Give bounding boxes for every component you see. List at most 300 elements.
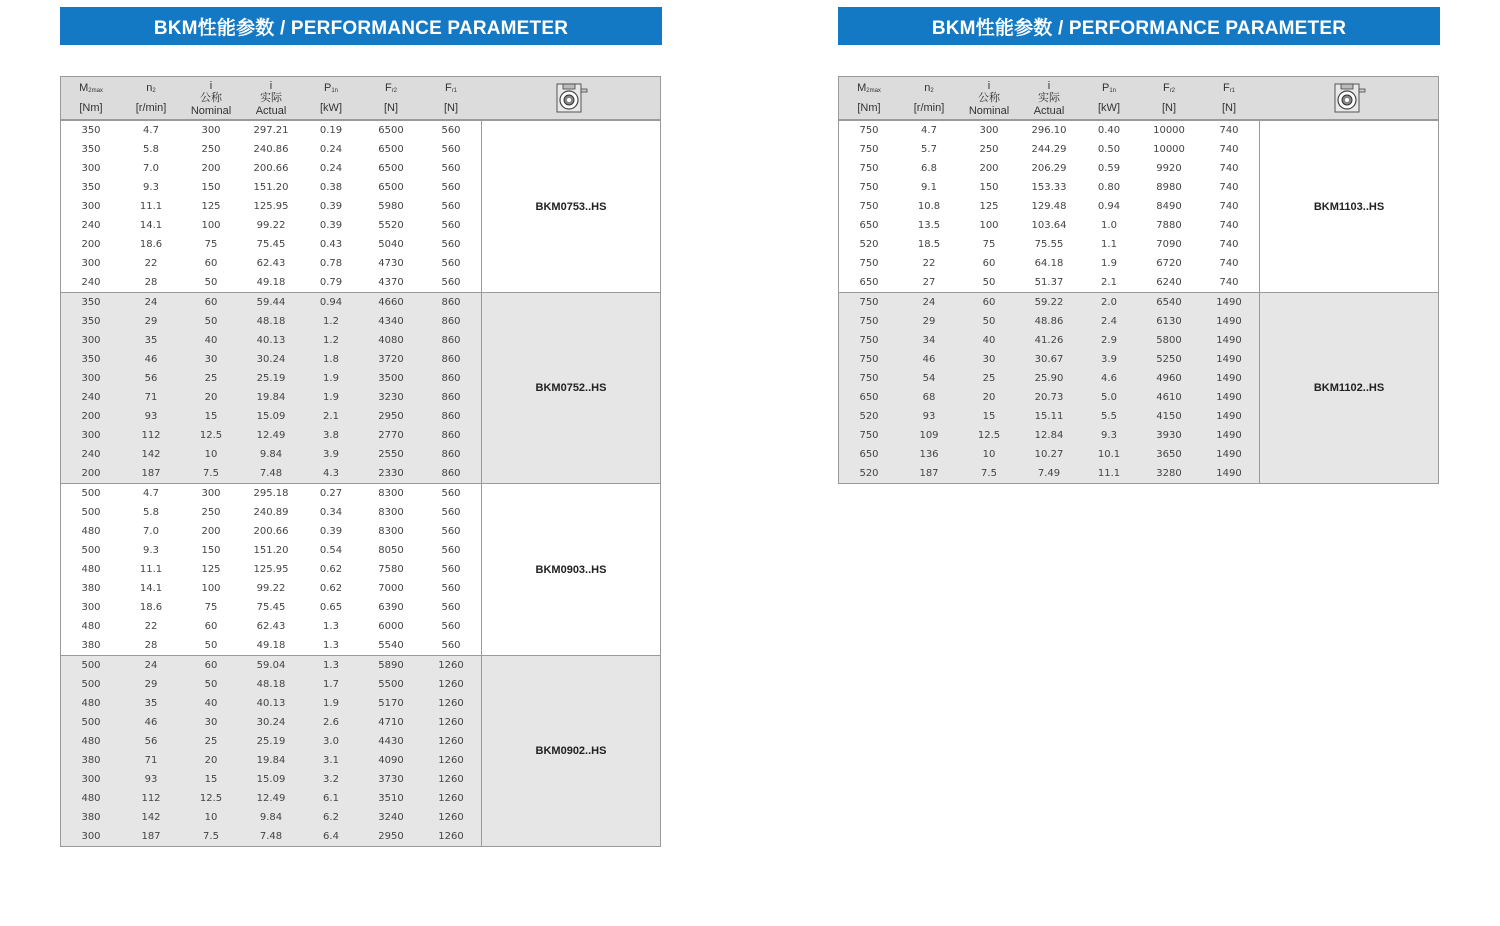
table-row — [61, 350, 481, 369]
cell-p1n: 11.1 — [1097, 468, 1121, 479]
cell-n2: 7.0 — [143, 526, 159, 537]
cell-i-nominal: 60 — [204, 258, 218, 269]
header-label: 实际 — [1038, 91, 1060, 104]
cell-m2max: 500 — [81, 679, 101, 690]
cell-i-nominal: 300 — [979, 125, 999, 136]
table-header — [61, 77, 660, 120]
cell-i-nominal: 200 — [201, 526, 221, 537]
cell-fr1: 860 — [441, 354, 461, 365]
cell-m2max: 300 — [81, 430, 101, 441]
header-symbol-main: i — [1047, 79, 1051, 92]
cell-i-nominal: 125 — [201, 564, 221, 575]
cell-p1n: 2.6 — [323, 717, 339, 728]
header-icon-cell — [481, 77, 660, 119]
cell-fr2: 5250 — [1156, 354, 1182, 365]
cell-n2: 28 — [144, 640, 158, 651]
cell-fr2: 6500 — [378, 144, 404, 155]
cell-n2: 22 — [144, 621, 158, 632]
cell-fr1: 740 — [1219, 258, 1239, 269]
cell-p1n: 3.9 — [323, 449, 339, 460]
cell-i-actual: 240.86 — [253, 144, 289, 155]
table-row — [61, 293, 481, 312]
table-row — [61, 178, 481, 197]
cell-i-actual: 15.09 — [256, 774, 286, 785]
cell-i-actual: 7.48 — [259, 831, 283, 842]
cell-m2max: 650 — [859, 277, 879, 288]
cell-i-actual: 15.09 — [256, 411, 286, 422]
cell-m2max: 750 — [859, 430, 879, 441]
cell-m2max: 500 — [81, 660, 101, 671]
cell-i-nominal: 100 — [201, 220, 221, 231]
cell-p1n: 0.62 — [319, 583, 343, 594]
cell-n2: 112 — [141, 793, 161, 804]
cell-i-actual: 10.27 — [1034, 449, 1064, 460]
header-unit: [N] — [1161, 102, 1177, 114]
header-symbol-sub: 1n — [331, 88, 339, 94]
cell-m2max: 200 — [81, 411, 101, 422]
cell-i-nominal: 150 — [979, 182, 999, 193]
cell-m2max: 300 — [81, 258, 101, 269]
group-rows — [61, 656, 482, 846]
cell-p1n: 0.24 — [319, 144, 343, 155]
header-symbol-main: F — [384, 82, 392, 94]
cell-p1n: 2.0 — [1101, 297, 1117, 308]
table-row — [61, 808, 481, 827]
table-row — [61, 598, 481, 617]
header-symbol — [445, 82, 457, 97]
cell-m2max: 480 — [81, 736, 101, 747]
cell-n2: 35 — [144, 335, 158, 346]
cell-fr1: 560 — [441, 144, 461, 155]
cell-m2max: 750 — [859, 297, 879, 308]
cell-p1n: 3.0 — [323, 736, 339, 747]
cell-m2max: 480 — [81, 698, 101, 709]
cell-p1n: 2.1 — [323, 411, 339, 422]
cell-n2: 136 — [919, 449, 939, 460]
cell-i-actual: 99.22 — [256, 583, 286, 594]
cell-fr2: 7580 — [378, 564, 404, 575]
cell-fr2: 3510 — [378, 793, 404, 804]
table-row — [61, 445, 481, 464]
cell-m2max: 350 — [81, 125, 101, 136]
cell-i-nominal: 150 — [201, 545, 221, 556]
header-symbol-sub: r2 — [1169, 88, 1176, 94]
cell-i-actual: 12.84 — [1034, 430, 1064, 441]
table-row — [839, 159, 1259, 178]
cell-i-actual: 49.18 — [256, 640, 286, 651]
cell-p1n: 4.3 — [323, 468, 339, 479]
header-symbol — [988, 80, 990, 92]
cell-i-actual: 153.33 — [1031, 182, 1067, 193]
cell-fr2: 7000 — [378, 583, 404, 594]
cell-n2: 7.0 — [143, 163, 159, 174]
cell-i-actual: 200.66 — [253, 526, 289, 537]
cell-i-nominal: 250 — [979, 144, 999, 155]
table-row — [61, 732, 481, 751]
cell-fr1: 1260 — [438, 831, 464, 842]
cell-fr2: 3500 — [378, 373, 404, 384]
table-row — [839, 388, 1259, 407]
cell-m2max: 200 — [81, 239, 101, 250]
cell-fr1: 740 — [1219, 220, 1239, 231]
cell-fr2: 10000 — [1153, 125, 1185, 136]
cell-n2: 9.3 — [143, 182, 159, 193]
cell-fr2: 3720 — [378, 354, 404, 365]
model-group — [839, 120, 1438, 292]
cell-fr1: 560 — [441, 545, 461, 556]
table-row — [839, 426, 1259, 445]
cell-n2: 142 — [141, 449, 161, 460]
cell-n2: 22 — [144, 258, 158, 269]
cell-n2: 9.1 — [921, 182, 937, 193]
cell-i-actual: 12.49 — [256, 793, 286, 804]
cell-fr1: 860 — [441, 430, 461, 441]
cell-i-nominal: 250 — [201, 144, 221, 155]
table-row — [61, 273, 481, 292]
cell-i-actual: 151.20 — [253, 182, 289, 193]
cell-p1n: 0.40 — [1097, 125, 1121, 136]
cell-n2: 11.1 — [139, 564, 163, 575]
header-i-nominal — [959, 77, 1019, 119]
header-symbol — [924, 82, 933, 97]
table-row — [61, 636, 481, 655]
cell-fr2: 10000 — [1153, 144, 1185, 155]
cell-fr2: 4710 — [378, 717, 404, 728]
cell-fr1: 560 — [441, 507, 461, 518]
cell-fr1: 560 — [441, 640, 461, 651]
cell-p1n: 0.79 — [319, 277, 343, 288]
cell-fr1: 560 — [441, 220, 461, 231]
cell-p1n: 2.1 — [1101, 277, 1117, 288]
cell-fr1: 860 — [441, 297, 461, 308]
cell-n2: 9.3 — [143, 545, 159, 556]
header-symbol-main: i — [987, 79, 991, 92]
header-n2 — [121, 77, 181, 119]
header-unit: Nominal — [190, 104, 232, 117]
cell-p1n: 1.3 — [323, 640, 339, 651]
cell-fr1: 860 — [441, 316, 461, 327]
cell-p1n: 2.4 — [1101, 316, 1117, 327]
cell-i-nominal: 300 — [201, 125, 221, 136]
cell-m2max: 650 — [859, 220, 879, 231]
cell-fr2: 5040 — [378, 239, 404, 250]
header-symbol-main: F — [1162, 82, 1170, 94]
table-row — [61, 464, 481, 483]
header-symbol — [1223, 82, 1235, 97]
cell-p1n: 0.39 — [319, 526, 343, 537]
cell-i-nominal: 75 — [204, 239, 218, 250]
header-unit: [N] — [383, 102, 399, 114]
cell-i-actual: 40.13 — [256, 698, 286, 709]
cell-p1n: 2.9 — [1101, 335, 1117, 346]
cell-m2max: 480 — [81, 793, 101, 804]
cell-i-actual: 244.29 — [1031, 144, 1067, 155]
cell-m2max: 750 — [859, 258, 879, 269]
cell-i-nominal: 50 — [204, 277, 218, 288]
cell-n2: 18.5 — [917, 239, 941, 250]
table-row — [839, 464, 1259, 483]
cell-i-actual: 103.64 — [1031, 220, 1067, 231]
header-unit: [N] — [1221, 102, 1237, 114]
cell-fr1: 860 — [441, 449, 461, 460]
cell-fr1: 560 — [441, 201, 461, 212]
table-row — [61, 656, 481, 675]
model-group — [61, 292, 660, 483]
cell-i-actual: 295.18 — [253, 488, 289, 499]
group-rows — [61, 484, 482, 655]
cell-i-actual: 30.24 — [256, 354, 286, 365]
cell-fr2: 8300 — [378, 526, 404, 537]
cell-p1n: 6.4 — [323, 831, 339, 842]
cell-m2max: 300 — [81, 201, 101, 212]
cell-p1n: 0.27 — [319, 488, 343, 499]
cell-m2max: 480 — [81, 621, 101, 632]
cell-i-actual: 48.86 — [1034, 316, 1064, 327]
cell-p1n: 1.8 — [323, 354, 339, 365]
cell-fr1: 740 — [1219, 239, 1239, 250]
cell-fr1: 560 — [441, 277, 461, 288]
cell-fr2: 5540 — [378, 640, 404, 651]
cell-n2: 56 — [144, 373, 158, 384]
header-symbol-sub: r2 — [391, 88, 398, 94]
table-row — [61, 617, 481, 636]
cell-fr1: 1490 — [1216, 316, 1242, 327]
cell-fr1: 560 — [441, 488, 461, 499]
cell-i-nominal: 30 — [204, 717, 218, 728]
header-symbol-sub: 2 — [152, 88, 156, 94]
cell-i-nominal: 10 — [204, 812, 218, 823]
cell-fr2: 3230 — [378, 392, 404, 403]
cell-m2max: 750 — [859, 316, 879, 327]
cell-p1n: 1.9 — [323, 373, 339, 384]
banner-title-right: BKM性能参数 / PERFORMANCE PARAMETER — [838, 7, 1440, 45]
cell-fr1: 560 — [441, 526, 461, 537]
cell-m2max: 750 — [859, 201, 879, 212]
table-row — [61, 579, 481, 598]
cell-fr1: 560 — [441, 602, 461, 613]
header-p1n — [1079, 77, 1139, 119]
cell-i-actual: 62.43 — [256, 258, 286, 269]
cell-m2max: 750 — [859, 335, 879, 346]
cell-fr1: 740 — [1219, 277, 1239, 288]
cell-fr1: 860 — [441, 411, 461, 422]
cell-m2max: 520 — [859, 239, 879, 250]
cell-fr2: 8490 — [1156, 201, 1182, 212]
cell-i-nominal: 40 — [204, 698, 218, 709]
cell-n2: 112 — [141, 430, 161, 441]
cell-fr2: 8050 — [378, 545, 404, 556]
header-symbol — [857, 82, 881, 97]
cell-fr1: 860 — [441, 373, 461, 384]
cell-p1n: 1.7 — [323, 679, 339, 690]
cell-i-nominal: 10 — [204, 449, 218, 460]
cell-n2: 46 — [922, 354, 936, 365]
cell-i-actual: 48.18 — [256, 679, 286, 690]
header-symbol-sub: r1 — [1229, 88, 1236, 94]
table-row — [61, 235, 481, 254]
cell-fr1: 1490 — [1216, 449, 1242, 460]
header-symbol — [1048, 80, 1050, 92]
cell-n2: 18.6 — [139, 602, 163, 613]
cell-n2: 14.1 — [139, 583, 163, 594]
cell-fr1: 1490 — [1216, 354, 1242, 365]
cell-p1n: 5.0 — [1101, 392, 1117, 403]
header-symbol-main: F — [444, 82, 452, 94]
cell-fr1: 1260 — [438, 755, 464, 766]
cell-fr2: 8300 — [378, 488, 404, 499]
cell-fr2: 6720 — [1156, 258, 1182, 269]
cell-n2: 29 — [144, 679, 158, 690]
cell-n2: 187 — [141, 831, 161, 842]
cell-i-actual: 297.21 — [253, 125, 289, 136]
table-row — [839, 121, 1259, 140]
cell-m2max: 350 — [81, 182, 101, 193]
cell-p1n: 0.80 — [1097, 182, 1121, 193]
cell-i-nominal: 10 — [982, 449, 996, 460]
table-row — [839, 369, 1259, 388]
table-row — [839, 273, 1259, 292]
cell-m2max: 240 — [81, 220, 101, 231]
cell-fr1: 1490 — [1216, 335, 1242, 346]
header-unit: [kW] — [1098, 102, 1120, 114]
cell-fr1: 1490 — [1216, 297, 1242, 308]
cell-n2: 29 — [144, 316, 158, 327]
cell-n2: 71 — [144, 392, 158, 403]
cell-i-actual: 240.89 — [253, 507, 289, 518]
header-p1n — [301, 77, 361, 119]
group-rows — [839, 121, 1260, 292]
cell-i-actual: 12.49 — [256, 430, 286, 441]
table-row — [61, 675, 481, 694]
cell-fr2: 7880 — [1156, 220, 1182, 231]
cell-i-nominal: 250 — [201, 507, 221, 518]
cell-i-nominal: 100 — [979, 220, 999, 231]
cell-i-nominal: 40 — [204, 335, 218, 346]
header-symbol-main: n — [924, 82, 931, 94]
cell-i-nominal: 50 — [204, 316, 218, 327]
cell-fr2: 5170 — [378, 698, 404, 709]
cell-p1n: 9.3 — [1101, 430, 1117, 441]
cell-fr1: 1260 — [438, 717, 464, 728]
header-i-actual — [1019, 77, 1079, 119]
cell-p1n: 0.39 — [319, 201, 343, 212]
header-unit: [r/min] — [135, 102, 167, 114]
cell-n2: 11.1 — [139, 201, 163, 212]
cell-fr1: 1490 — [1216, 411, 1242, 422]
header-label: 公称 — [978, 91, 1000, 104]
cell-i-nominal: 50 — [204, 640, 218, 651]
cell-m2max: 650 — [859, 449, 879, 460]
cell-i-nominal: 20 — [204, 392, 218, 403]
cell-i-nominal: 20 — [982, 392, 996, 403]
cell-i-actual: 206.29 — [1031, 163, 1067, 174]
cell-i-actual: 41.26 — [1034, 335, 1064, 346]
cell-i-nominal: 15 — [204, 411, 218, 422]
cell-i-nominal: 100 — [201, 583, 221, 594]
cell-fr1: 1490 — [1216, 392, 1242, 403]
cell-fr2: 6000 — [378, 621, 404, 632]
cell-p1n: 1.1 — [1101, 239, 1117, 250]
cell-m2max: 240 — [81, 277, 101, 288]
cell-fr1: 740 — [1219, 125, 1239, 136]
cell-n2: 5.7 — [921, 144, 937, 155]
header-symbol — [146, 82, 155, 97]
cell-m2max: 350 — [81, 354, 101, 365]
cell-i-nominal: 7.5 — [981, 468, 997, 479]
cell-i-actual: 25.19 — [256, 736, 286, 747]
cell-fr2: 2950 — [378, 411, 404, 422]
header-symbol — [1102, 82, 1116, 97]
cell-m2max: 300 — [81, 163, 101, 174]
cell-fr2: 5520 — [378, 220, 404, 231]
header-unit: [Nm] — [857, 102, 881, 114]
cell-p1n: 4.6 — [1101, 373, 1117, 384]
cell-n2: 93 — [922, 411, 936, 422]
cell-fr2: 4090 — [378, 755, 404, 766]
cell-p1n: 0.62 — [319, 564, 343, 575]
cell-i-actual: 30.24 — [256, 717, 286, 728]
cell-n2: 109 — [919, 430, 939, 441]
table-row — [61, 541, 481, 560]
cell-p1n: 6.1 — [323, 793, 339, 804]
cell-fr2: 6240 — [1156, 277, 1182, 288]
cell-fr1: 740 — [1219, 201, 1239, 212]
cell-i-actual: 49.18 — [256, 277, 286, 288]
table-row — [839, 178, 1259, 197]
cell-m2max: 500 — [81, 507, 101, 518]
cell-p1n: 0.39 — [319, 220, 343, 231]
cell-i-actual: 19.84 — [256, 755, 286, 766]
cell-i-actual: 125.95 — [253, 201, 289, 212]
table-row — [61, 331, 481, 350]
header-unit: [kW] — [320, 102, 342, 114]
header-symbol-main: M — [857, 82, 867, 94]
cell-n2: 14.1 — [139, 220, 163, 231]
table-row — [61, 369, 481, 388]
table-row — [61, 484, 481, 503]
header-symbol-sub: 2 — [930, 88, 934, 94]
cell-p1n: 0.34 — [319, 507, 343, 518]
cell-p1n: 3.9 — [1101, 354, 1117, 365]
table-row — [839, 331, 1259, 350]
model-label: BKM0752..HS — [535, 382, 607, 394]
header-unit: Actual — [255, 104, 287, 117]
cell-fr2: 6500 — [378, 182, 404, 193]
cell-n2: 13.5 — [917, 220, 941, 231]
cell-fr2: 6130 — [1156, 316, 1182, 327]
cell-n2: 46 — [144, 354, 158, 365]
header-fr2 — [361, 77, 421, 119]
cell-n2: 4.7 — [921, 125, 937, 136]
cell-m2max: 240 — [81, 392, 101, 403]
table-row — [61, 388, 481, 407]
cell-i-actual: 7.49 — [1037, 468, 1061, 479]
group-rows — [61, 293, 482, 483]
header-symbol-main: P — [323, 82, 332, 94]
cell-p1n: 0.38 — [319, 182, 343, 193]
cell-m2max: 480 — [81, 526, 101, 537]
cell-i-nominal: 50 — [204, 679, 218, 690]
cell-n2: 22 — [922, 258, 936, 269]
cell-i-actual: 51.37 — [1034, 277, 1064, 288]
cell-i-actual: 59.22 — [1034, 297, 1064, 308]
cell-i-nominal: 25 — [204, 373, 218, 384]
cell-fr2: 8300 — [378, 507, 404, 518]
model-label: BKM0902..HS — [535, 745, 607, 757]
cell-i-actual: 15.11 — [1034, 411, 1064, 422]
cell-fr1: 1260 — [438, 736, 464, 747]
cell-m2max: 380 — [81, 812, 101, 823]
